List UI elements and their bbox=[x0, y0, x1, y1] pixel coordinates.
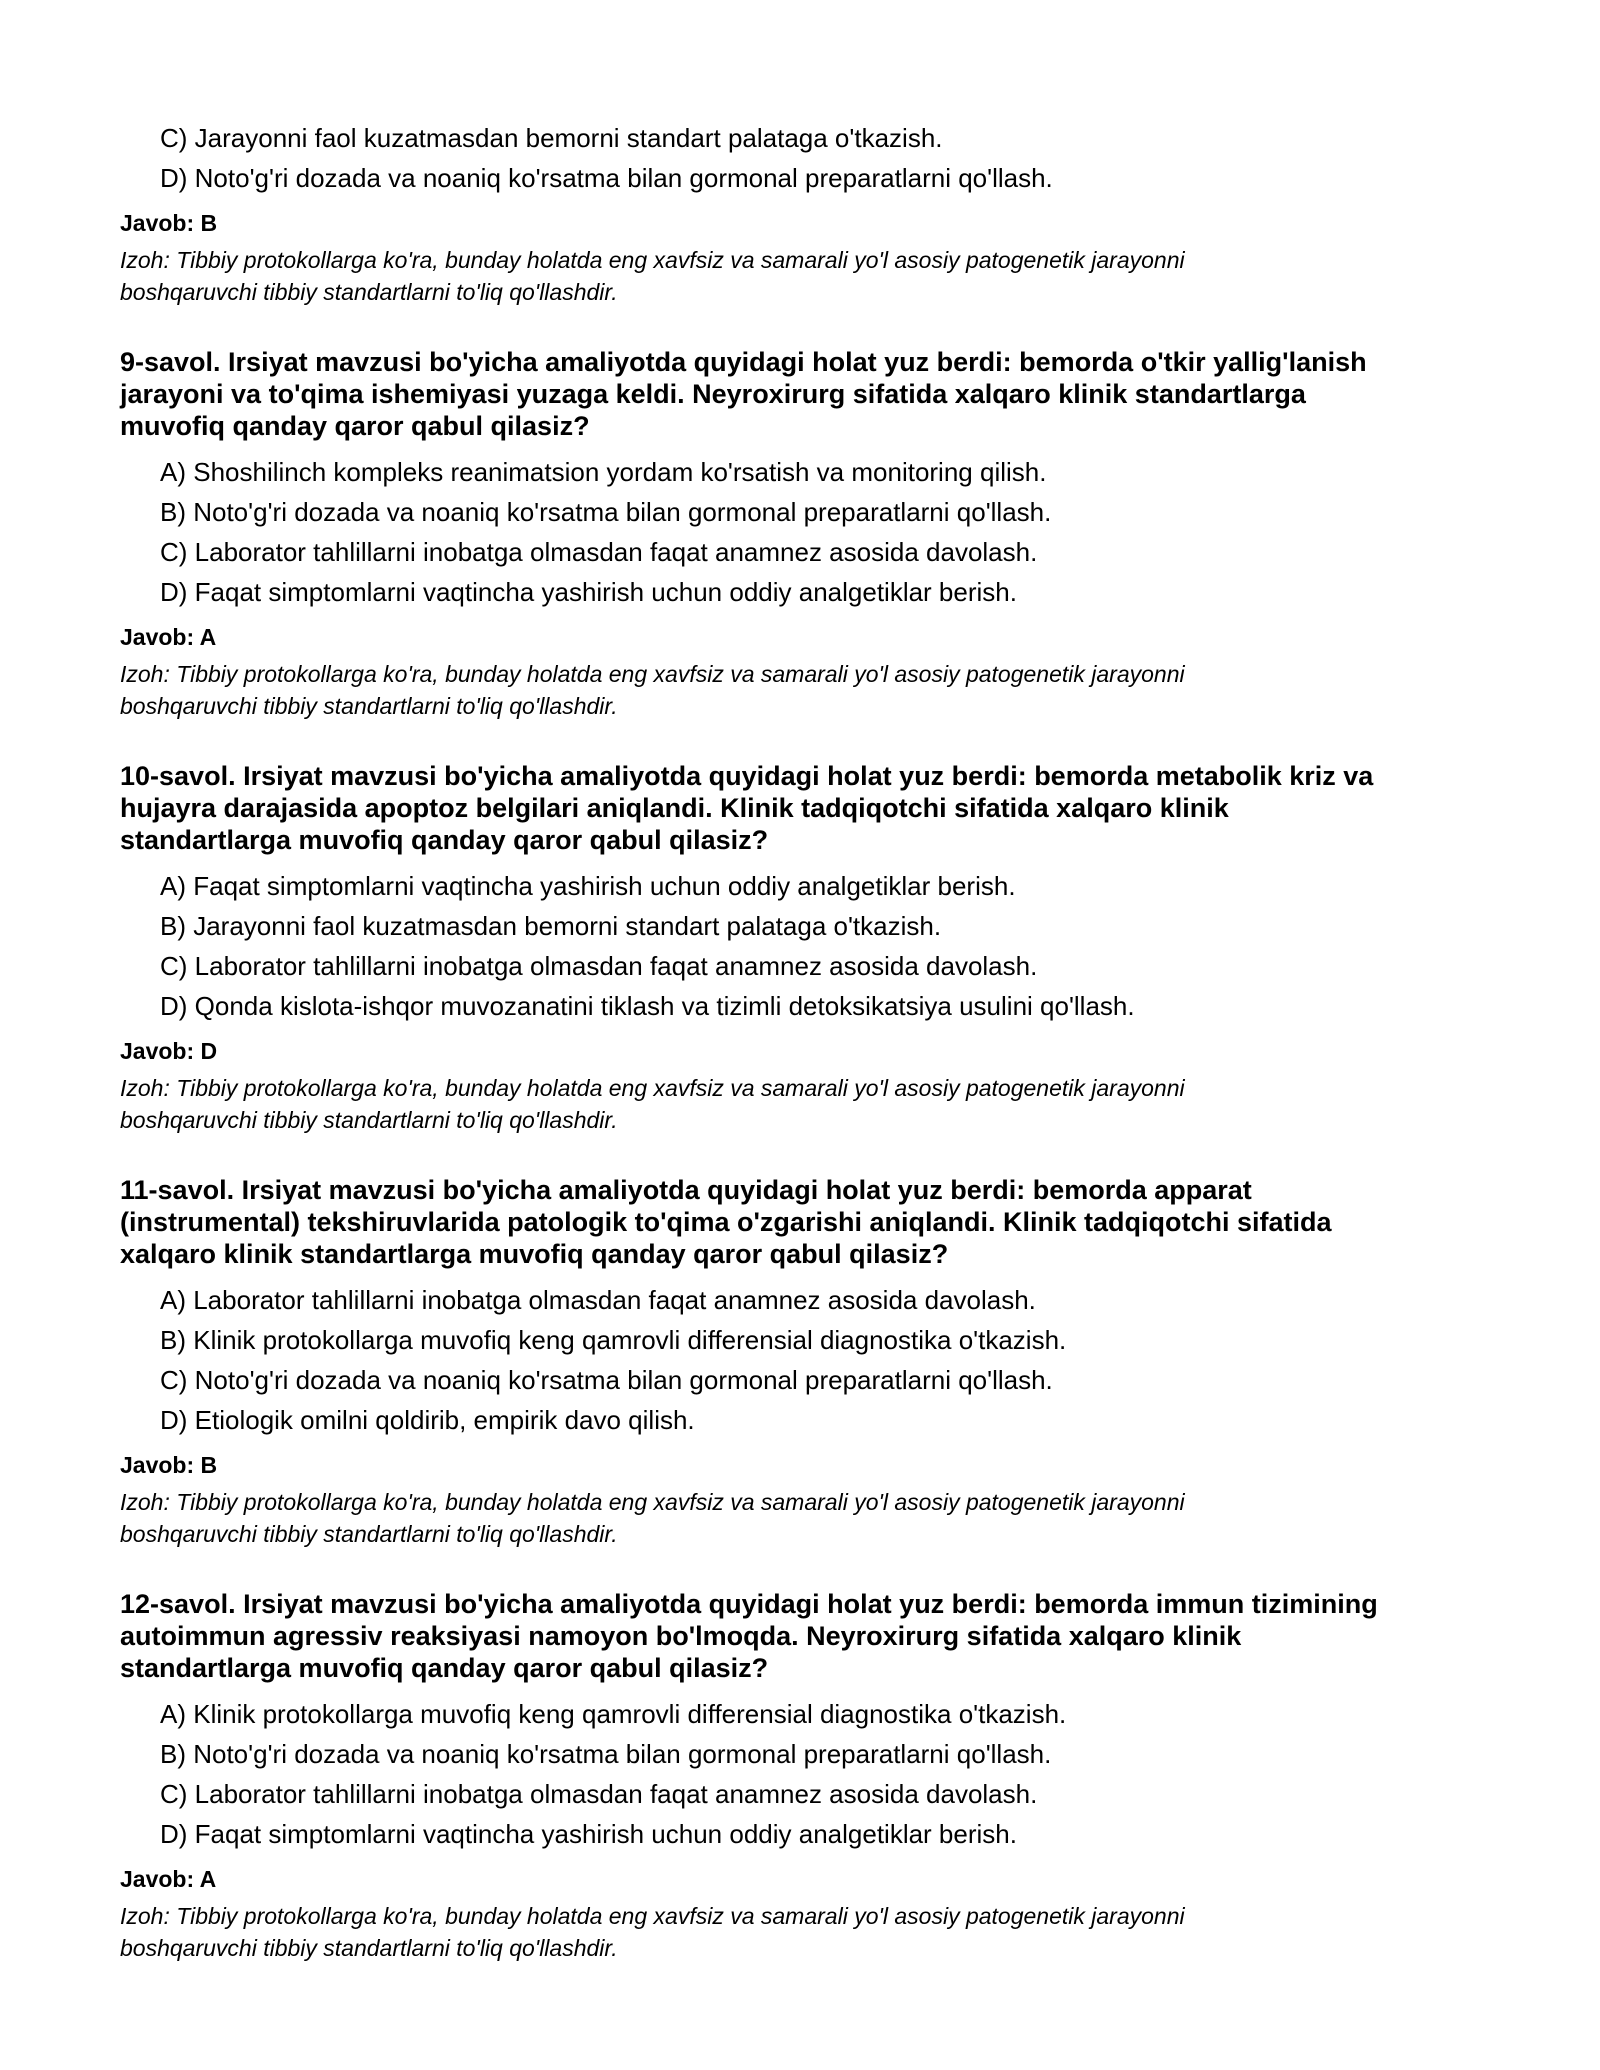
explanation-line: boshqaruvchi tibbiy standartlarni to'liq qo'llashdir. bbox=[120, 279, 618, 305]
explanation-line: Izoh: Tibbiy protokollarga ko'ra, bunday holatda eng xavfsiz va samarali yo'l asosiy patogenetik jarayonni bbox=[120, 1075, 1185, 1101]
option-b: B) Jarayonni faol kuzatmasdan bemorni standart palataga o'tkazish. bbox=[160, 911, 942, 941]
question-title bbox=[120, 1174, 1500, 1270]
document-page bbox=[120, 118, 1500, 2002]
question-title-line: jarayoni va to'qima ishemiyasi yuzaga keldi. Neyroxirurg sifatida xalqaro klinik standartlarga bbox=[120, 379, 1306, 409]
option-b: B) Noto'g'ri dozada va noaniq ko'rsatma bilan gormonal preparatlarni qo'llash. bbox=[160, 1739, 1052, 1769]
question-title-line: 10-savol. Irsiyat mavzusi bo'yicha amaliyotda quyidagi holat yuz berdi: bemorda metabolik kriz va bbox=[120, 761, 1374, 791]
explanation-line: boshqaruvchi tibbiy standartlarni to'liq qo'llashdir. bbox=[120, 1935, 618, 1961]
question-title-line: standartlarga muvofiq qanday qaror qabul qilasiz? bbox=[120, 825, 769, 855]
question-title-line: autoimmun agressiv reaksiyasi namoyon bo'lmoqda. Neyroxirurg sifatida xalqaro klinik bbox=[120, 1621, 1242, 1651]
answer-label: Javob: B bbox=[120, 210, 218, 236]
option-b: B) Noto'g'ri dozada va noaniq ko'rsatma bilan gormonal preparatlarni qo'llash. bbox=[160, 497, 1052, 527]
question-9 bbox=[120, 346, 1500, 722]
question-title-line: xalqaro klinik standartlarga muvofiq qanday qaror qabul qilasiz? bbox=[120, 1239, 949, 1269]
option-c: C) Laborator tahlillarni inobatga olmasdan faqat anamnez asosida davolash. bbox=[160, 951, 1038, 981]
explanation-line: Izoh: Tibbiy protokollarga ko'ra, bunday holatda eng xavfsiz va samarali yo'l asosiy patogenetik jarayonni bbox=[120, 1903, 1185, 1929]
question-title bbox=[120, 346, 1500, 442]
answer-label: Javob: B bbox=[120, 1452, 218, 1478]
question-11 bbox=[120, 1174, 1500, 1550]
question-title-line: hujayra darajasida apoptoz belgilari aniqlandi. Klinik tadqiqotchi sifatida xalqaro klinik bbox=[120, 793, 1229, 823]
explanation-line: Izoh: Tibbiy protokollarga ko'ra, bunday holatda eng xavfsiz va samarali yo'l asosiy patogenetik jarayonni bbox=[120, 1489, 1185, 1515]
option-a: A) Shoshilinch kompleks reanimatsion yordam ko'rsatish va monitoring qilish. bbox=[160, 457, 1047, 487]
question-title-line: standartlarga muvofiq qanday qaror qabul qilasiz? bbox=[120, 1653, 769, 1683]
options-list bbox=[120, 1694, 1500, 1854]
question-title bbox=[120, 1588, 1500, 1684]
option-d: D) Qonda kislota-ishqor muvozanatini tiklash va tizimli detoksikatsiya usulini qo'llash. bbox=[160, 991, 1135, 1021]
answer-label: Javob: D bbox=[120, 1038, 218, 1064]
options-list bbox=[120, 452, 1500, 612]
option-a: A) Faqat simptomlarni vaqtincha yashirish uchun oddiy analgetiklar berish. bbox=[160, 871, 1016, 901]
explanation-line: boshqaruvchi tibbiy standartlarni to'liq qo'llashdir. bbox=[120, 693, 618, 719]
option-a: A) Klinik protokollarga muvofiq keng qamrovli differensial diagnostika o'tkazish. bbox=[160, 1699, 1067, 1729]
option-a: A) Laborator tahlillarni inobatga olmasdan faqat anamnez asosida davolash. bbox=[160, 1285, 1036, 1315]
question-title-line: muvofiq qanday qaror qabul qilasiz? bbox=[120, 411, 590, 441]
explanation-note bbox=[120, 658, 1500, 722]
explanation-note bbox=[120, 244, 1500, 308]
question-12 bbox=[120, 1588, 1500, 1964]
option-d: D) Etiologik omilni qoldirib, empirik davo qilish. bbox=[160, 1405, 695, 1435]
explanation-note bbox=[120, 1072, 1500, 1136]
options-list bbox=[120, 1280, 1500, 1440]
explanation-note bbox=[120, 1900, 1500, 1964]
option-c: C) Noto'g'ri dozada va noaniq ko'rsatma bilan gormonal preparatlarni qo'llash. bbox=[160, 1365, 1053, 1395]
explanation-line: boshqaruvchi tibbiy standartlarni to'liq qo'llashdir. bbox=[120, 1521, 618, 1547]
explanation-line: Izoh: Tibbiy protokollarga ko'ra, bunday holatda eng xavfsiz va samarali yo'l asosiy patogenetik jarayonni bbox=[120, 661, 1185, 687]
explanation-note bbox=[120, 1486, 1500, 1550]
explanation-line: Izoh: Tibbiy protokollarga ko'ra, bunday holatda eng xavfsiz va samarali yo'l asosiy patogenetik jarayonni bbox=[120, 247, 1185, 273]
explanation-line: boshqaruvchi tibbiy standartlarni to'liq qo'llashdir. bbox=[120, 1107, 618, 1133]
question-title-line: 11-savol. Irsiyat mavzusi bo'yicha amaliyotda quyidagi holat yuz berdi: bemorda apparat bbox=[120, 1175, 1252, 1205]
option-c: C) Laborator tahlillarni inobatga olmasdan faqat anamnez asosida davolash. bbox=[160, 1779, 1038, 1809]
option-d: D) Faqat simptomlarni vaqtincha yashirish uchun oddiy analgetiklar berish. bbox=[160, 577, 1017, 607]
question-title-line: (instrumental) tekshiruvlarida patologik to'qima o'zgarishi aniqlandi. Klinik tadqiqotchi sifatida bbox=[120, 1207, 1332, 1237]
option-d: D) Faqat simptomlarni vaqtincha yashirish uchun oddiy analgetiklar berish. bbox=[160, 1819, 1017, 1849]
question-8-continuation bbox=[120, 118, 1500, 308]
answer-label: Javob: A bbox=[120, 624, 217, 650]
option-c: C) Laborator tahlillarni inobatga olmasdan faqat anamnez asosida davolash. bbox=[160, 537, 1038, 567]
question-title-line: 9-savol. Irsiyat mavzusi bo'yicha amaliyotda quyidagi holat yuz berdi: bemorda o'tkir yallig'lanish bbox=[120, 347, 1367, 377]
question-10 bbox=[120, 760, 1500, 1136]
options-list bbox=[120, 118, 1500, 198]
answer-label: Javob: A bbox=[120, 1866, 217, 1892]
option-b: B) Klinik protokollarga muvofiq keng qamrovli differensial diagnostika o'tkazish. bbox=[160, 1325, 1067, 1355]
options-list bbox=[120, 866, 1500, 1026]
option-d: D) Noto'g'ri dozada va noaniq ko'rsatma bilan gormonal preparatlarni qo'llash. bbox=[160, 163, 1053, 193]
question-title-line: 12-savol. Irsiyat mavzusi bo'yicha amaliyotda quyidagi holat yuz berdi: bemorda immun tizimining bbox=[120, 1589, 1378, 1619]
question-title bbox=[120, 760, 1500, 856]
option-c: C) Jarayonni faol kuzatmasdan bemorni standart palataga o'tkazish. bbox=[160, 123, 943, 153]
